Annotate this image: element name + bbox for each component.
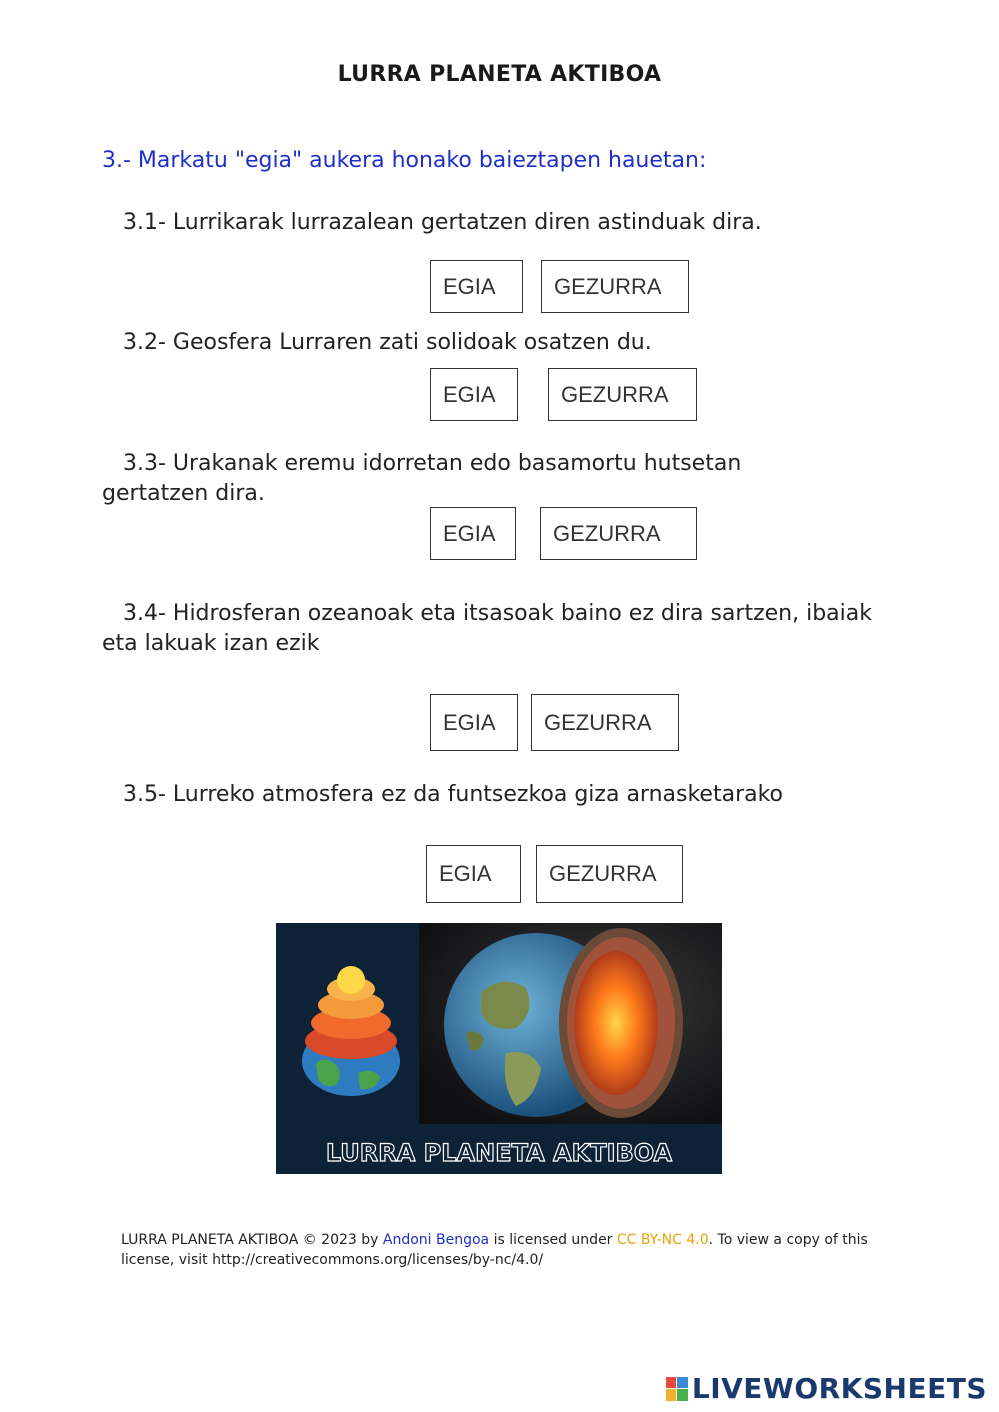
question-5-false-option[interactable]: GEZURRA bbox=[536, 845, 683, 903]
work-title: LURRA PLANETA AKTIBOA © 2023 bbox=[121, 1232, 357, 1248]
question-4-text: 3.4- Hidrosferan ozeanoak eta itsasoak baino ez dira sartzen, ibaiak eta lakuak izan ezik bbox=[102, 601, 879, 656]
licensed-text: is licensed under bbox=[489, 1232, 617, 1248]
question-1-true-option[interactable]: EGIA bbox=[430, 260, 523, 313]
image-caption: LURRA PLANETA AKTIBOA bbox=[325, 1139, 673, 1167]
question-3-true-option[interactable]: EGIA bbox=[430, 507, 516, 560]
page-title: LURRA PLANETA AKTIBOA bbox=[337, 62, 662, 87]
liveworksheets-brand[interactable] bbox=[666, 1372, 987, 1405]
question-5-true-option[interactable]: EGIA bbox=[426, 845, 521, 903]
earth-illustration bbox=[276, 923, 722, 1174]
question-1-text: 3.1- Lurrikarak lurrazalean gertatzen diren astinduak dira. bbox=[102, 210, 762, 235]
question-3-false-option[interactable]: GEZURRA bbox=[540, 507, 697, 560]
license-footer bbox=[121, 1230, 881, 1270]
question-5-text: 3.5- Lurreko atmosfera ez da funtsezkoa giza arnasketarako bbox=[102, 782, 784, 807]
brand-name: LIVEWORKSHEETS bbox=[691, 1372, 987, 1405]
liveworksheets-logo-icon bbox=[666, 1377, 688, 1401]
question-2-true-option[interactable]: EGIA bbox=[430, 368, 518, 421]
question-1-false-option[interactable]: GEZURRA bbox=[541, 260, 689, 313]
question-3-text: 3.3- Urakanak eremu idorretan edo basamortu hutsetan gertatzen dira. bbox=[102, 451, 749, 506]
license-rest-text: . To view a copy of this license, visit http://creativecommons.org/licenses/by-nc/4.0/ bbox=[121, 1232, 868, 1268]
earth-layers-graphic bbox=[276, 923, 722, 1174]
by-text: by bbox=[356, 1232, 383, 1248]
exercise-heading: 3.- Markatu "egia" aukera honako baieztapen hauetan: bbox=[102, 148, 707, 173]
question-2-text: 3.2- Geosfera Lurraren zati solidoak osatzen du. bbox=[102, 330, 652, 355]
license-link[interactable]: CC BY-NC 4.0 bbox=[616, 1232, 709, 1248]
author-link[interactable]: Andoni Bengoa bbox=[382, 1232, 490, 1248]
question-4-false-option[interactable]: GEZURRA bbox=[531, 694, 679, 751]
question-2-false-option[interactable]: GEZURRA bbox=[548, 368, 697, 421]
question-4-true-option[interactable]: EGIA bbox=[430, 694, 518, 751]
